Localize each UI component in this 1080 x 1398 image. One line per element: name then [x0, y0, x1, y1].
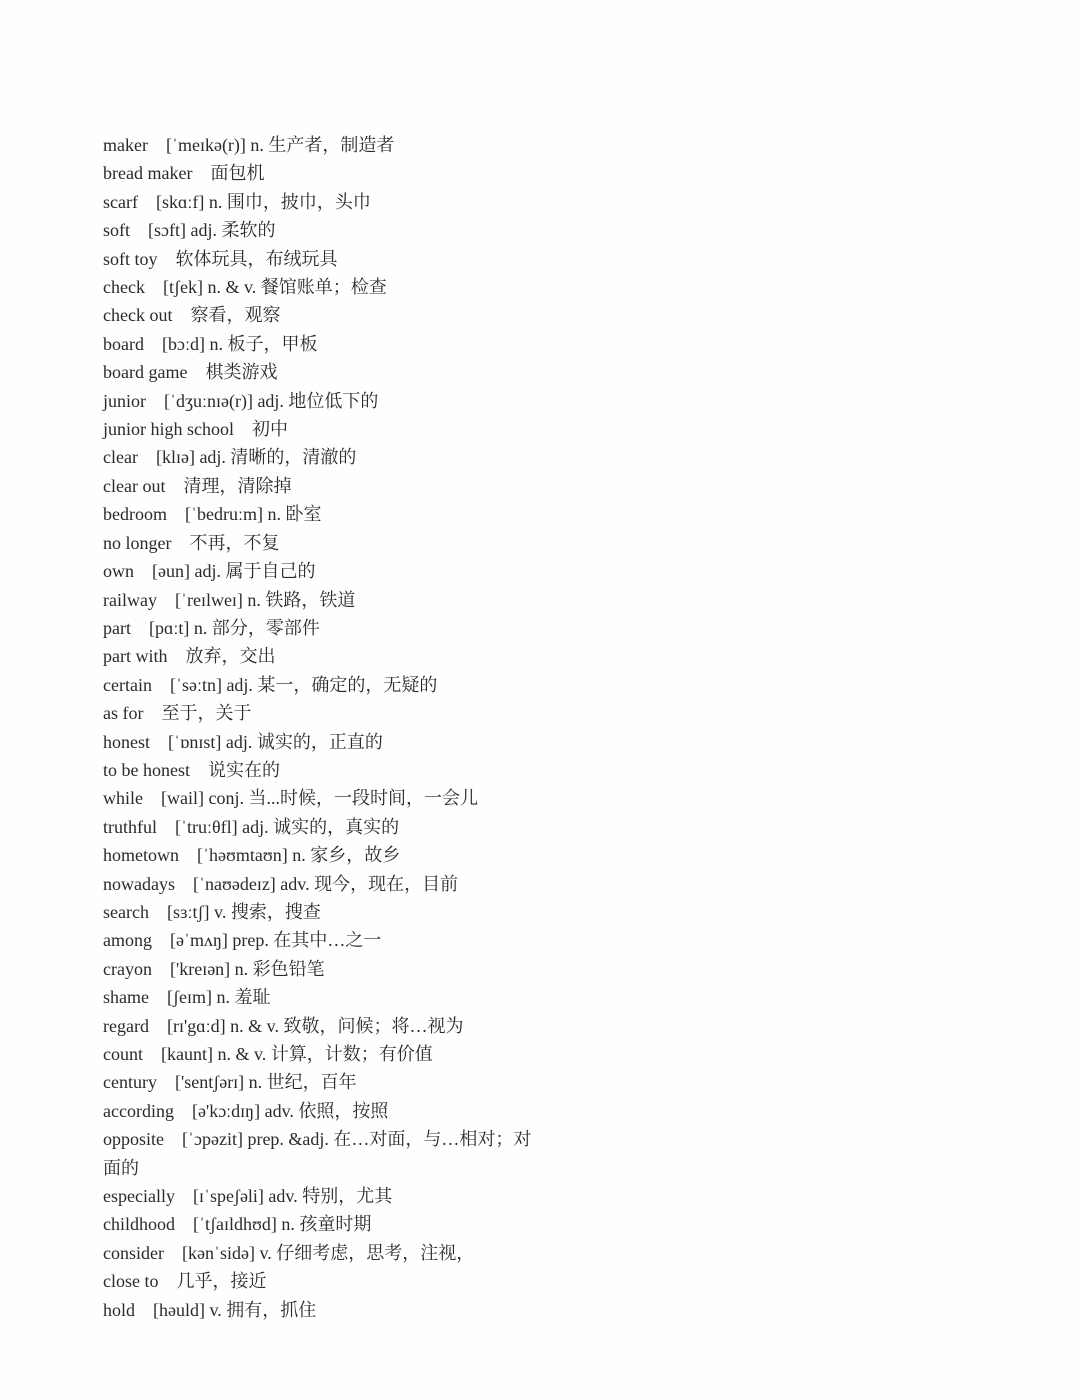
vocab-entry: as for 至于，关于 — [103, 703, 252, 724]
vocab-entry: soft [sɔft] adj. 柔软的 — [103, 220, 276, 241]
vocabulary-list — [103, 131, 543, 1324]
vocab-entry: regard [rɪ'gɑːd] n. & v. 致敬，问候；将…视为 — [103, 1015, 464, 1036]
vocab-entry: maker [ˈmeɪkə(r)] n. 生产者，制造者 — [103, 135, 395, 155]
vocab-entry: no longer 不再，不复 — [103, 532, 280, 553]
vocab-entry: among [əˈmʌŋ] prep. 在其中…之一 — [103, 930, 382, 951]
vocab-entry: clear out 清理，清除掉 — [103, 475, 292, 496]
vocab-entry: certain [ˈsəːtn] adj. 某一，确定的，无疑的 — [103, 674, 438, 695]
vocab-entry: crayon ['kreɪən] n. 彩色铅笔 — [103, 958, 325, 979]
vocab-entry: check [tʃek] n. & v. 餐馆账单；检查 — [103, 277, 387, 298]
vocab-entry: scarf [skɑːf] n. 围巾，披巾，头巾 — [103, 191, 371, 212]
vocab-entry: honest [ˈɒnɪst] adj. 诚实的，正直的 — [103, 731, 383, 752]
vocab-entry: nowadays [ˈnaʊədeɪz] adv. 现今，现在，目前 — [103, 873, 459, 894]
vocab-entry: hold [həuld] v. 拥有，抓住 — [103, 1299, 317, 1320]
vocab-entry: own [əun] adj. 属于自己的 — [103, 561, 316, 582]
vocab-entry: railway [ˈreɪlweɪ] n. 铁路，铁道 — [103, 589, 356, 610]
vocab-entry: junior [ˈdʒuːnɪə(r)] adj. 地位低下的 — [103, 390, 379, 411]
vocab-entry: count [kaunt] n. & v. 计算，计数；有价值 — [103, 1044, 433, 1064]
vocab-entry: hometown [ˈhəʊmtaʊn] n. 家乡，故乡 — [103, 845, 401, 866]
vocab-entry: search [sɜːtʃ] v. 搜索，搜查 — [103, 901, 321, 922]
vocab-entry: shame [ʃeɪm] n. 羞耻 — [103, 987, 271, 1008]
vocab-entry: junior high school 初中 — [103, 419, 288, 440]
vocab-entry: childhood [ˈtʃaɪldhʊd] n. 孩童时期 — [103, 1214, 372, 1235]
vocab-entry: opposite [ˈɔpəzit] prep. &adj. 在…对面，与…相对；对面的 — [103, 1129, 532, 1178]
vocab-entry: according [ə'kɔːdɪŋ] adv. 依照，按照 — [103, 1100, 389, 1121]
vocab-entry: board [bɔːd] n. 板子，甲板 — [103, 333, 318, 354]
vocab-entry: clear [klɪə] adj. 清晰的，清澈的 — [103, 447, 357, 468]
vocab-entry: especially [ɪˈspeʃəli] adv. 特别，尤其 — [103, 1186, 393, 1207]
vocab-entry: to be honest 说实在的 — [103, 759, 280, 780]
vocab-entry: consider [kənˈsidə] v. 仔细考虑，思考，注视， — [103, 1242, 475, 1263]
vocab-entry: part with 放弃，交出 — [103, 646, 276, 667]
vocab-entry: truthful [ˈtruːθfl] adj. 诚实的，真实的 — [103, 816, 400, 837]
vocab-entry: century ['sentʃərɪ] n. 世纪，百年 — [103, 1072, 357, 1093]
vocab-entry: bedroom [ˈbedruːm] n. 卧室 — [103, 504, 322, 525]
vocab-entry: part [pɑːt] n. 部分，零部件 — [103, 617, 320, 638]
vocab-entry: check out 察看，观察 — [103, 305, 281, 326]
vocab-entry: close to 几乎，接近 — [103, 1271, 267, 1292]
vocab-entry: board game 棋类游戏 — [103, 362, 278, 383]
vocab-entry: bread maker 面包机 — [103, 163, 265, 184]
vocab-entry: while [wail] conj. 当...时候，一段时间，一会儿 — [103, 788, 478, 809]
vocab-entry: soft toy 软体玩具，布绒玩具 — [103, 248, 338, 269]
